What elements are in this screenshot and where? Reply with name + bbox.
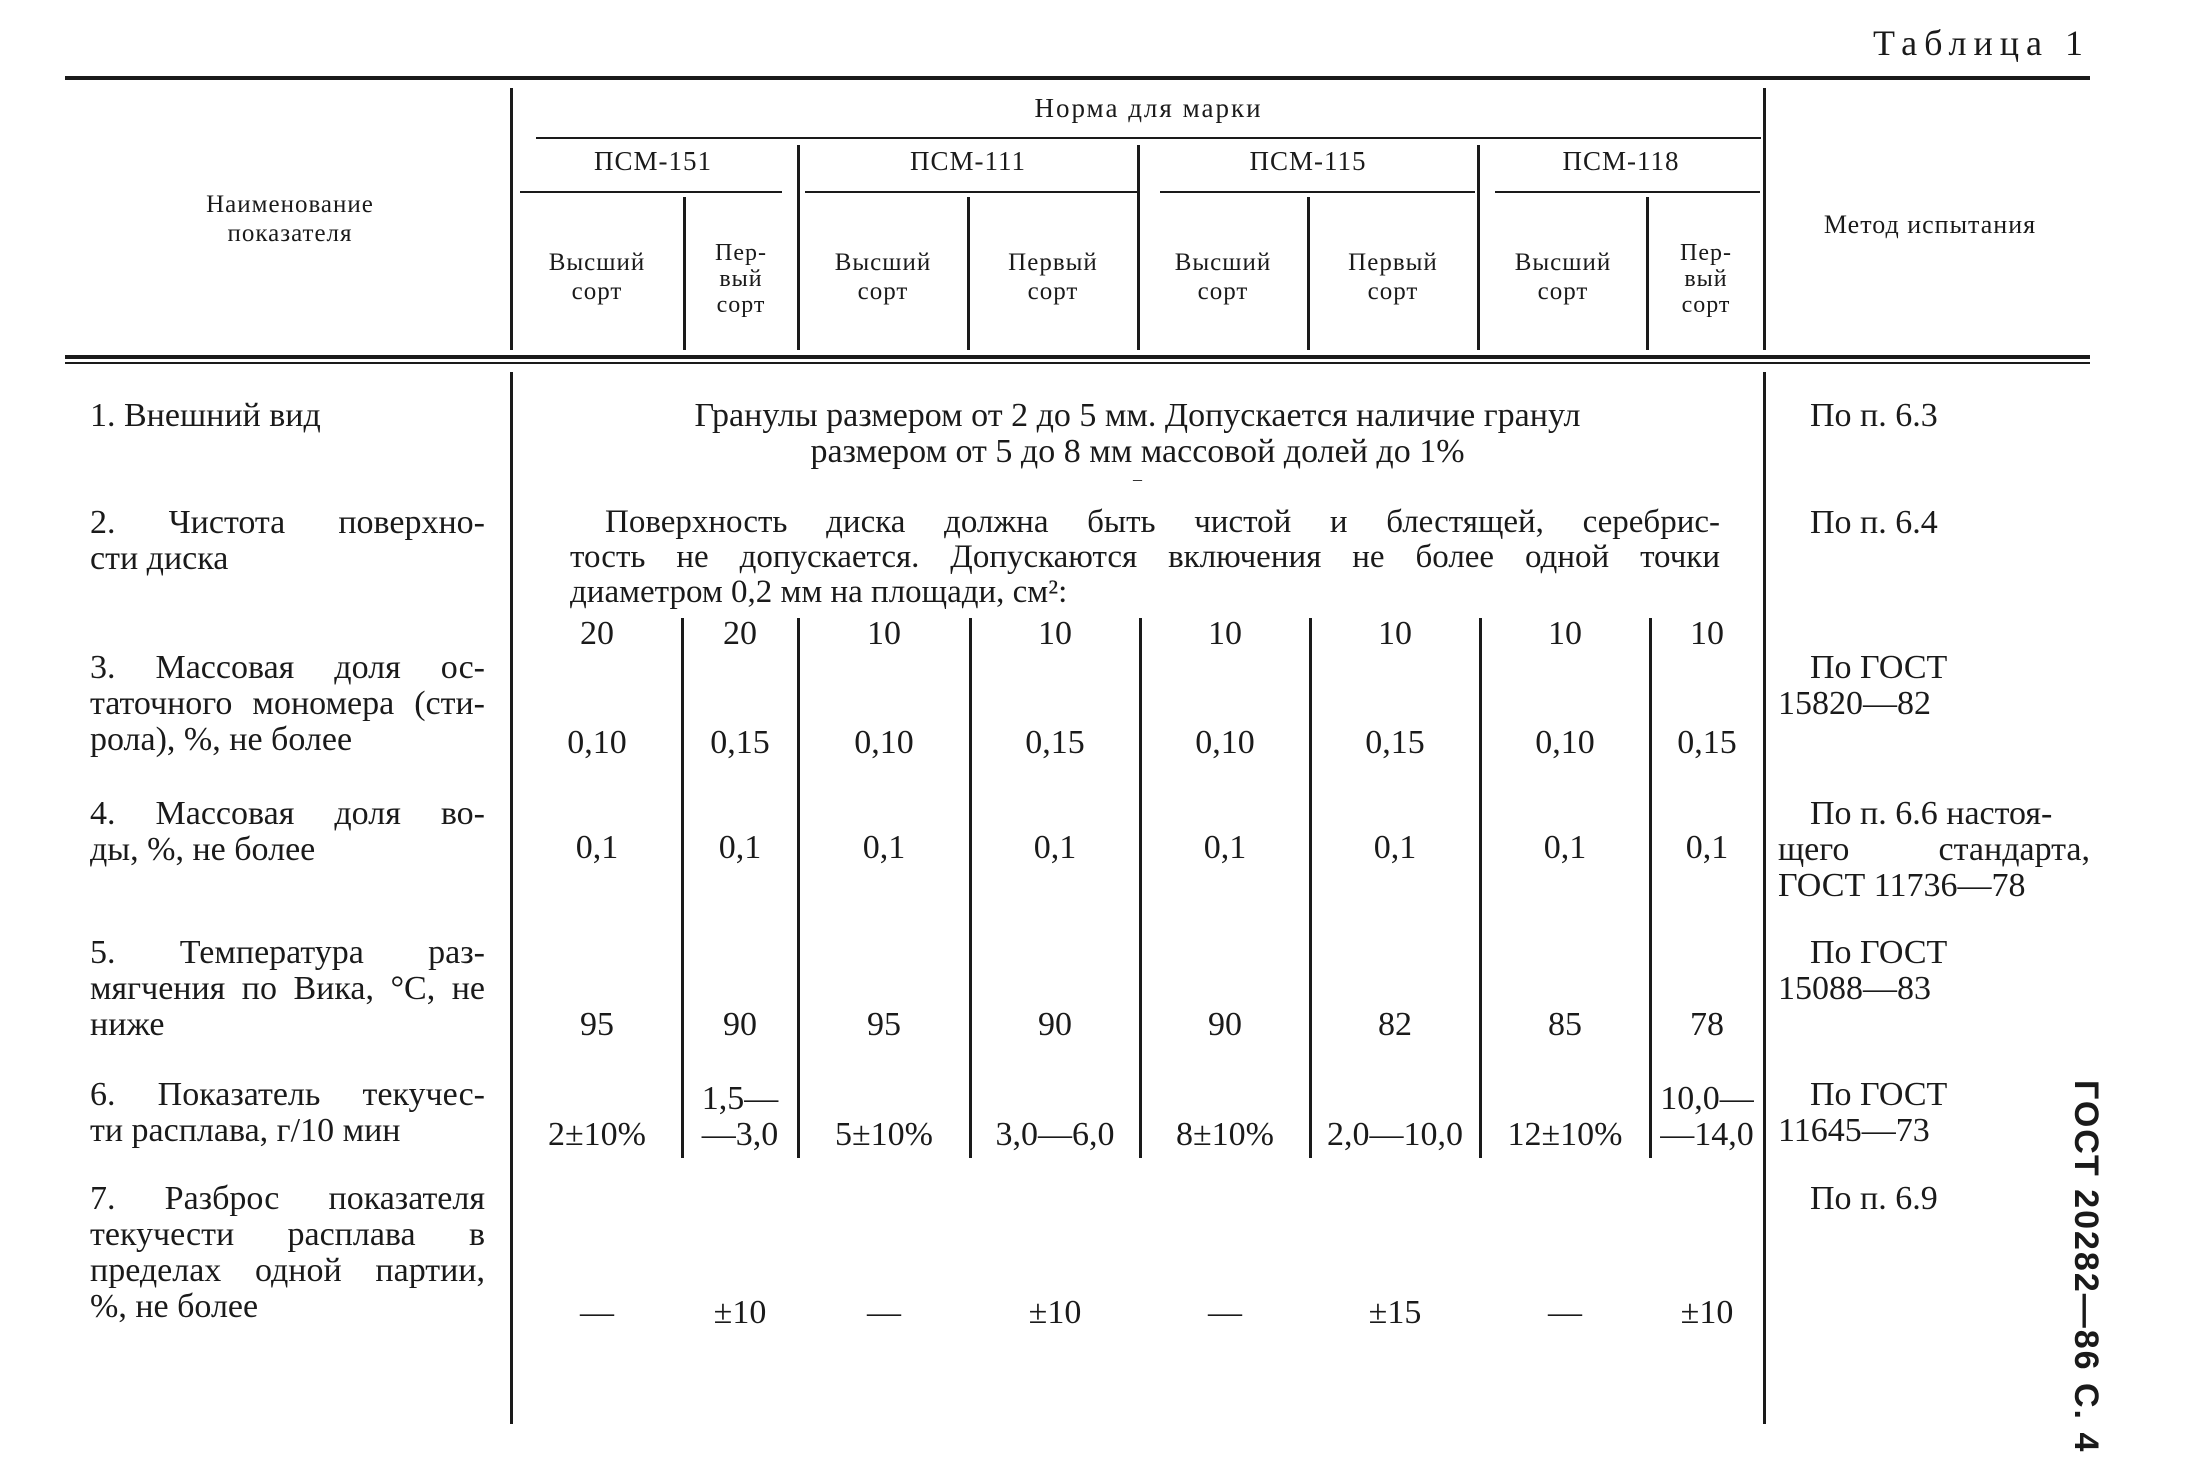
row-6-value-8 [1652,1081,1762,1153]
header-norm-title: Норма для марки [1034,93,1263,123]
mark-rule-4 [1495,191,1760,193]
header-grade-6 [1310,248,1476,306]
grade-4-line-2: сорт [1027,278,1079,305]
grade-8-line-1: Пер- [1680,240,1732,266]
row-4-value-4: 0,1 [1033,829,1077,866]
row-4-value-1: 0,1 [575,829,619,866]
row-2-method-line-1: По п. 6.4 [1810,504,1938,541]
grade-2-line-2: вый [719,266,763,292]
row-1-method [1810,398,2122,434]
grade-2-line-3: сорт [716,292,766,318]
row-2-value-1: 20 [580,615,614,652]
row-3-name-line-2: таточного мономера (сти- [90,685,485,722]
row-2-value-3: 10 [867,615,901,652]
row-6-value-2-line-1: 1,5— [701,1080,779,1117]
row-2-name [90,505,485,577]
row-5-method-line-1: По ГОСТ [1810,934,1948,971]
row-1-merged-line-2: размером от 5 до 8 мм массовой долей до 1% [810,433,1465,470]
row-2-merged-line-1: Поверхность диска должна быть чистой и блестящей, серебрис- [605,504,1720,540]
header-grade-7 [1480,248,1646,306]
row-7-value-2: ±10 [713,1294,767,1331]
row-7-value-3: — [867,1294,901,1331]
row-3-value-7: 0,10 [1535,724,1595,761]
row-5-method [1778,935,2090,1007]
row-6-value-7: 12±10% [1507,1116,1623,1153]
row-2-value-6: 10 [1378,615,1412,652]
row-2-value-4: 10 [1038,615,1072,652]
grade-6-line-1: Первый [1348,249,1438,276]
row-4-name-line-1: 4. Массовая доля во- [90,795,485,832]
row-6-method [1778,1077,2090,1149]
body-divider-name [510,372,513,1424]
header-grade-4 [970,248,1136,306]
row-3-name-line-1: 3. Массовая доля ос- [90,649,485,686]
row-5-name-line-3: ниже [90,1006,165,1043]
grade-1-line-1: Высший [548,249,646,276]
table-caption: Таблица 1 [1873,23,2090,63]
row-4-value-8: 0,1 [1685,829,1729,866]
row-1-merged-text [515,398,1760,488]
row-2-name-line-1: 2. Чистота поверхно- [90,504,485,541]
row-6-value-5: 8±10% [1176,1116,1274,1153]
row-6-name [90,1077,485,1149]
row-4-method [1778,796,2090,904]
body-divider-2 [797,618,800,1158]
grade-8-line-2: вый [1684,266,1728,292]
hdr-divider-7 [1646,197,1649,350]
grade-1-line-2: сорт [571,278,623,305]
row-7-value-1: — [580,1294,614,1331]
body-divider-6 [1479,618,1482,1158]
row-2-merged-line-2: тость не допускается. Допускаются включения не более одной точки [570,539,1720,575]
row-6-name-line-2: ти расплава, г/10 мин [90,1112,401,1149]
row-6-method-line-2: 11645—73 [1778,1112,1930,1149]
row-4-value-5: 0,1 [1203,829,1247,866]
row-4-value-7: 0,1 [1543,829,1587,866]
body-divider-7 [1649,618,1652,1158]
row-1-merged-line-3: – [1133,469,1142,489]
row-5-name-line-1: 5. Температура раз- [90,934,485,971]
top-rule [65,76,2090,80]
header-bottom-rule [65,355,2090,359]
header-method-col: Метод испытания [1823,210,2037,239]
row-7-value-8: ±10 [1680,1294,1734,1331]
row-7-name-line-4: %, не более [90,1288,259,1325]
grade-7-line-1: Высший [1514,249,1612,276]
row-5-value-4: 90 [1038,1006,1072,1043]
row-4-name [90,796,485,868]
grade-3-line-2: сорт [857,278,909,305]
row-5-value-6: 82 [1378,1006,1412,1043]
row-5-value-2: 90 [723,1006,757,1043]
row-3-value-3: 0,10 [854,724,914,761]
row-3-value-4: 0,15 [1025,724,1085,761]
row-2-value-7: 10 [1548,615,1582,652]
grade-3-line-1: Высший [834,249,932,276]
row-1-method-line-1: По п. 6.3 [1810,397,1938,434]
mark-rule-3 [1160,191,1475,193]
header-bottom-rule-2 [65,362,2090,364]
row-6-method-line-1: По ГОСТ [1810,1076,1948,1113]
row-3-value-8: 0,15 [1677,724,1737,761]
row-2-merged-line-3: диаметром 0,2 мм на площади, см²: [570,574,1068,610]
side-document-label: ГОСТ 20282—86 С. 4 [2067,1080,2105,1454]
row-5-value-8: 78 [1690,1006,1724,1043]
row-4-method-line-2: щего стандарта, [1778,831,2090,868]
row-2-merged-text [570,505,1720,610]
row-7-value-5: — [1208,1294,1242,1331]
header-grade-8 [1650,240,1762,318]
row-5-value-5: 90 [1208,1006,1242,1043]
grade-7-line-2: сорт [1537,278,1589,305]
header-grade-5 [1140,248,1306,306]
row-7-value-4: ±10 [1028,1294,1082,1331]
row-3-method-line-1: По ГОСТ [1810,649,1948,686]
row-6-name-line-1: 6. Показатель текучес- [90,1076,485,1113]
row-6-value-2-line-2: —3,0 [701,1116,779,1153]
mark-rule-1 [520,191,782,193]
header-name-line-1: Наименование [206,191,374,218]
row-5-value-7: 85 [1548,1006,1582,1043]
row-3-value-6: 0,15 [1365,724,1425,761]
header-grade-1 [512,248,682,306]
body-divider-1 [681,618,684,1158]
row-3-value-1: 0,10 [567,724,627,761]
row-2-method [1810,505,2122,541]
row-5-value-3: 95 [867,1006,901,1043]
row-7-value-7: — [1548,1294,1582,1331]
row-6-value-6: 2,0—10,0 [1327,1116,1463,1153]
mark-rule-2 [805,191,1140,193]
row-4-value-3: 0,1 [862,829,906,866]
row-5-method-line-2: 15088—83 [1778,970,1931,1007]
row-1-merged-line-1: Гранулы размером от 2 до 5 мм. Допускается наличие гранул [694,397,1581,434]
header-grade-2 [686,240,796,318]
row-3-value-5: 0,10 [1195,724,1255,761]
row-1-name [90,398,485,434]
header-name-line-2: показателя [227,220,353,247]
row-7-value-6: ±15 [1368,1294,1422,1331]
row-3-name-line-3: рола), %, не более [90,721,353,758]
row-4-value-6: 0,1 [1373,829,1417,866]
row-7-name-line-1: 7. Разброс показателя [90,1180,485,1217]
row-2-value-2: 20 [723,615,757,652]
body-divider-method [1763,372,1766,1424]
row-4-method-line-1: По п. 6.6 настоя- [1810,795,2053,832]
grade-4-line-1: Первый [1008,249,1098,276]
grade-8-line-3: сорт [1681,292,1731,318]
row-4-method-line-3: ГОСТ 11736—78 [1778,867,2026,904]
row-6-value-1: 2±10% [548,1116,646,1153]
header-mark-4: ПСМ-118 [1562,146,1680,176]
row-3-method-line-2: 15820—82 [1778,685,1931,722]
header-name-col [90,190,490,248]
row-2-value-5: 10 [1208,615,1242,652]
row-4-name-line-2: ды, %, не более [90,831,316,868]
grade-2-line-1: Пер- [715,240,767,266]
col-divider-name [510,88,513,350]
row-2-value-8: 10 [1690,615,1724,652]
row-7-method-line-1: По п. 6.9 [1810,1180,1938,1217]
row-7-name-line-2: текучести расплава в [90,1216,485,1253]
row-6-value-8-line-2: —14,0 [1660,1116,1754,1153]
row-6-value-8-line-1: 10,0— [1660,1080,1754,1117]
body-divider-3 [969,618,972,1158]
header-mark-1: ПСМ-151 [593,146,712,176]
row-6-value-2 [684,1081,796,1153]
row-3-method [1778,650,2090,722]
header-grade-3 [800,248,966,306]
row-6-value-3: 5±10% [835,1116,933,1153]
row-7-name [90,1181,485,1325]
grade-5-line-2: сорт [1197,278,1249,305]
grade-6-line-2: сорт [1367,278,1419,305]
row-3-value-2: 0,15 [710,724,770,761]
grade-5-line-1: Высший [1174,249,1272,276]
row-7-name-line-3: пределах одной партии, [90,1252,485,1289]
header-mark-2: ПСМ-111 [909,146,1026,176]
norm-title-rule [536,137,1761,139]
row-1-name-line-1: 1. Внешний вид [90,397,321,434]
row-2-name-line-2: сти диска [90,540,229,577]
row-4-value-2: 0,1 [718,829,762,866]
row-6-value-4: 3,0—6,0 [995,1116,1115,1153]
header-mark-3: ПСМ-115 [1249,146,1367,176]
row-5-name-line-2: мягчения по Вика, °С, не [90,970,485,1007]
body-divider-4 [1139,618,1142,1158]
col-divider-method [1763,88,1766,350]
body-divider-5 [1309,618,1312,1158]
row-5-name [90,935,485,1043]
row-5-value-1: 95 [580,1006,614,1043]
row-3-name [90,650,485,758]
